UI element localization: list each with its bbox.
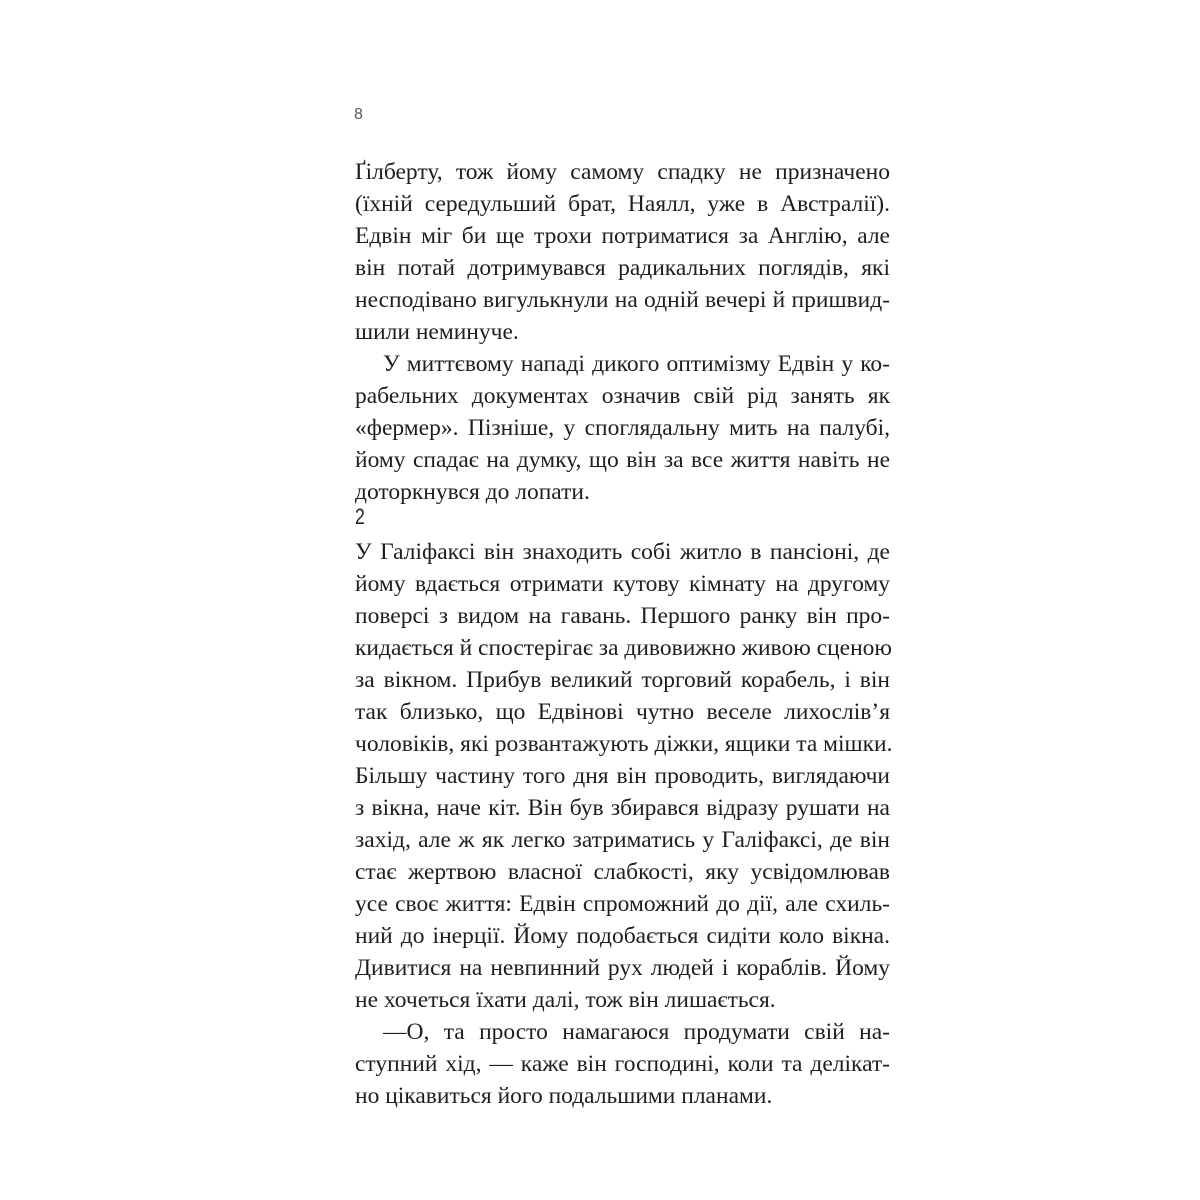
text-line: доторкнувся до лопати. <box>355 479 590 505</box>
text-line: Едвін міг би ще трохи потриматися за Англію, але <box>355 223 890 249</box>
text-block-2 <box>355 536 893 1112</box>
text-line: так близько, що Едвінові чутно веселе лихослів’я <box>355 699 890 725</box>
text-line: йому спадає на думку, що він за все життя навіть не <box>355 447 890 473</box>
text-line: чоловіків, які розвантажують діжки, ящики та мішки. <box>355 731 893 757</box>
text-line: ступний хід, — каже він господині, коли та делікат- <box>355 1051 890 1077</box>
text-line: несподівано вигулькнули на одній вечері й пришвид- <box>355 287 890 313</box>
section-number: 2 <box>355 504 365 529</box>
text-line: Більшу частину того дня він проводить, виглядаючи <box>355 763 890 789</box>
text-line: но цікавиться його подальшими планами. <box>355 1083 773 1109</box>
text-line: не хочеться їхати далі, тож він лишається. <box>355 987 776 1013</box>
text-line: Дивитися на невпинний рух людей і кораблів. Йому <box>355 955 890 981</box>
text-line: —О, та просто намагаюся продумати свій на- <box>383 1019 890 1045</box>
text-line: стає жертвою власної слабкості, яку усвідомлював <box>355 859 890 885</box>
text-line: У миттєвому нападі дикого оптимізму Едвін у ко- <box>383 351 890 377</box>
text-line: рабельних документах означив свій рід занять як <box>355 383 890 409</box>
text-line: Ґілберту, тож йому самому спадку не призначено <box>355 159 890 185</box>
text-line: ний до інерції. Йому подобається сидіти коло вікна. <box>355 923 890 949</box>
text-line: У Галіфаксі він знаходить собі житло в пансіоні, де <box>355 539 890 565</box>
text-line: з вікна, наче кіт. Він був збирався відразу рушати на <box>355 795 890 821</box>
text-line: він потай дотримувався радикальних поглядів, які <box>355 255 890 281</box>
text-line: йому вдається отримати кутову кімнату на другому <box>355 571 890 597</box>
text-line: «фермер». Пізніше, у споглядальну мить на палубі, <box>355 415 890 441</box>
text-line: усе своє життя: Едвін спроможний до дії, але схиль- <box>355 891 890 917</box>
page-number: 8 <box>354 106 363 123</box>
text-line: (їхній середульший брат, Наялл, уже в Австралії). <box>355 191 890 217</box>
text-line: захід, але ж як легко затриматись у Галіфаксі, де він <box>355 827 890 853</box>
text-line: поверсі з видом на гавань. Першого ранку він про- <box>355 603 890 629</box>
text-line: за вікном. Прибув великий торговий корабель, і він <box>355 667 890 693</box>
text-line: шили неминуче. <box>355 319 519 345</box>
text-block-1 <box>355 156 890 508</box>
text-line: кидається й спостерігає за дивовижно живою сценою <box>355 635 892 661</box>
